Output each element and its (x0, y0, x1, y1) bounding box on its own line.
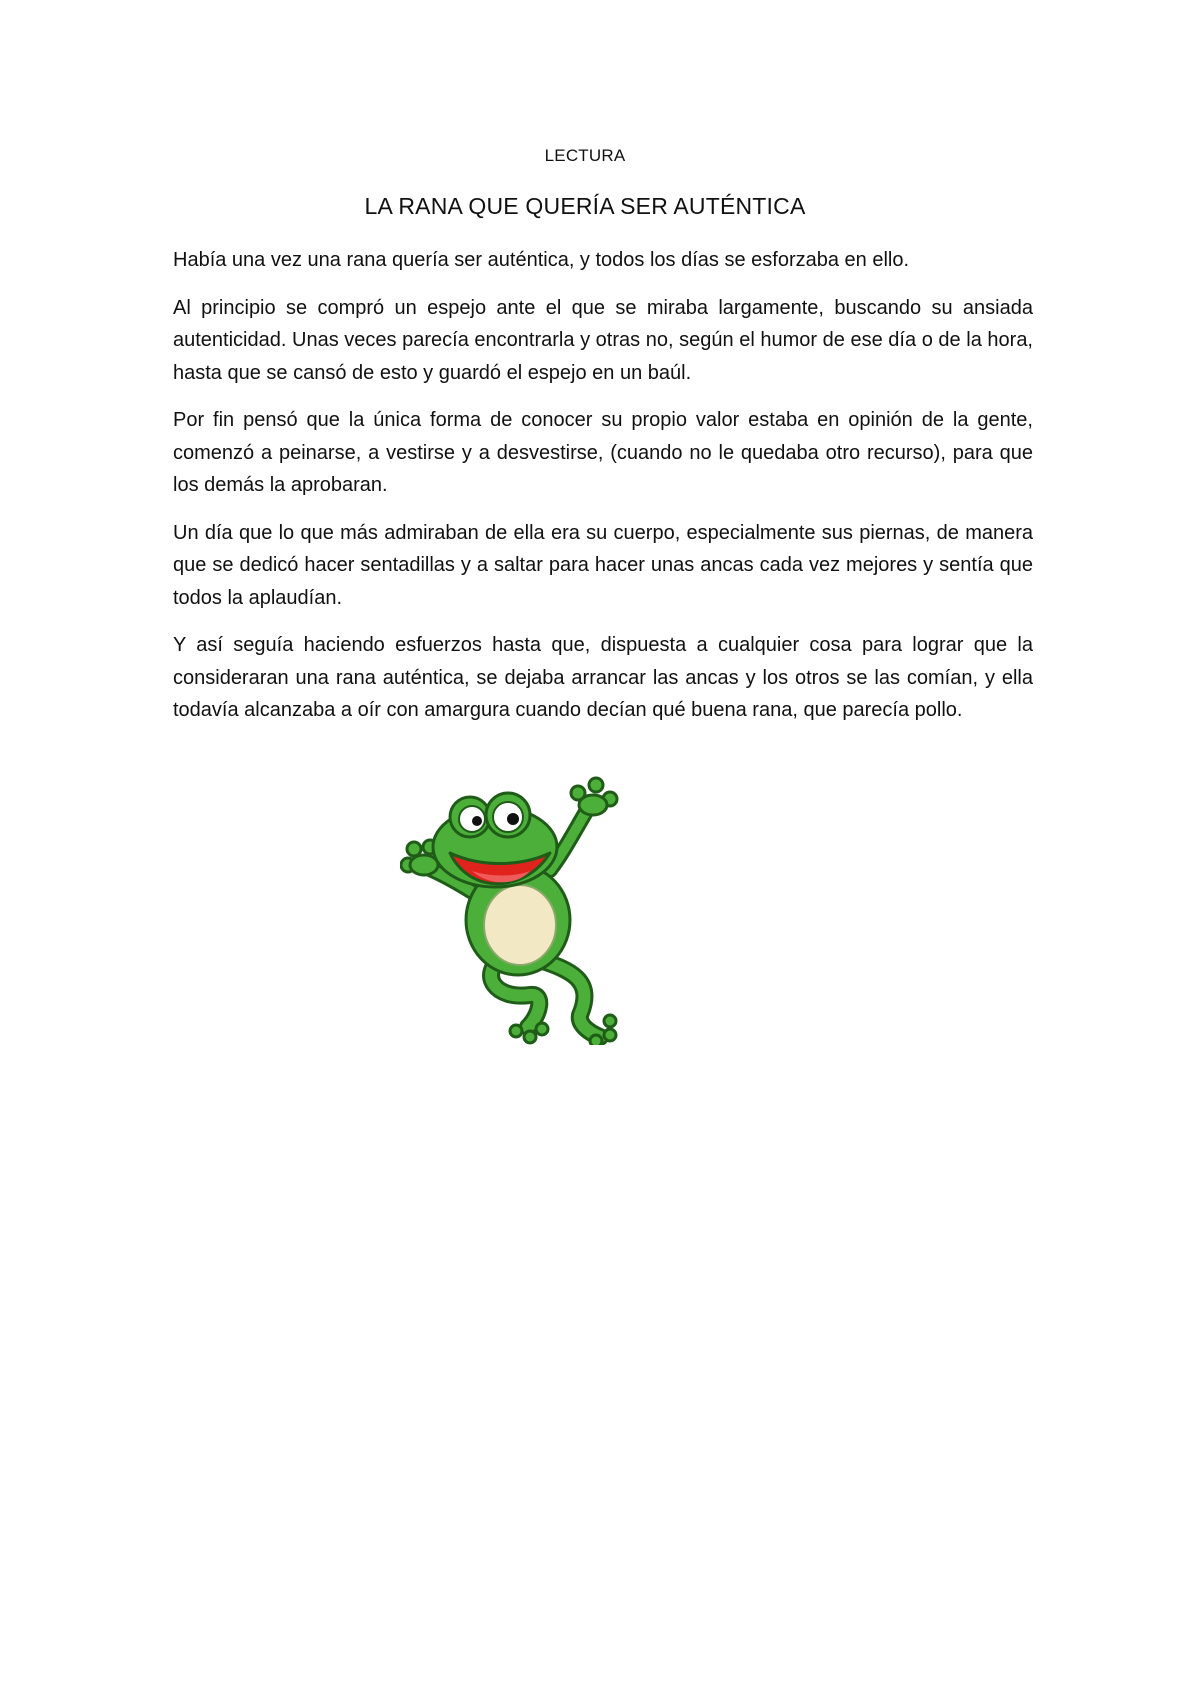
story-paragraph-4: Un día que lo que más admiraban de ella era su cuerpo, especialmente sus piernas, de manera que se dedicó hacer sentadillas y a saltar para hacer unas ancas cada vez mejores y sentía que todos la aplaudían. (173, 521, 1033, 609)
story-paragraph-3: Por fin pensó que la única forma de conocer su propio valor estaba en opinión de la gente, comenzó a peinarse, a vestirse y a desvestirse, (cuando no le quedaba otro recurso), para que los demás la aprobaran. (173, 409, 1033, 496)
document-kicker: LECTURA (544, 146, 626, 165)
story-paragraph-5: Y así seguía haciendo esfuerzos hasta que, dispuesta a cualquier cosa para lograr que la consideraran una rana auténtica, se dejaba arrancar las ancas y los otros se las comían, y ella todavía alcanzaba a oír con amargura cuando decían qué buena rana, que parecía pollo. (173, 634, 1033, 721)
story-paragraph-2: Al principio se compró un espejo ante el que se miraba largamente, buscando su ansiada autenticidad. Unas veces parecía encontrarla y otras no, según el humor de ese día o de la hora, hasta que se cansó de esto y guardó el espejo en un baúl. (173, 296, 1033, 384)
document-title: LA RANA QUE QUERÍA SER AUTÉNTICA (364, 193, 806, 219)
story-body (173, 244, 1033, 742)
story-paragraph-1: Había una vez una rana quería ser auténtica, y todos los días se esforzaba en ello. (173, 249, 910, 271)
frog-illustration (400, 775, 660, 1045)
